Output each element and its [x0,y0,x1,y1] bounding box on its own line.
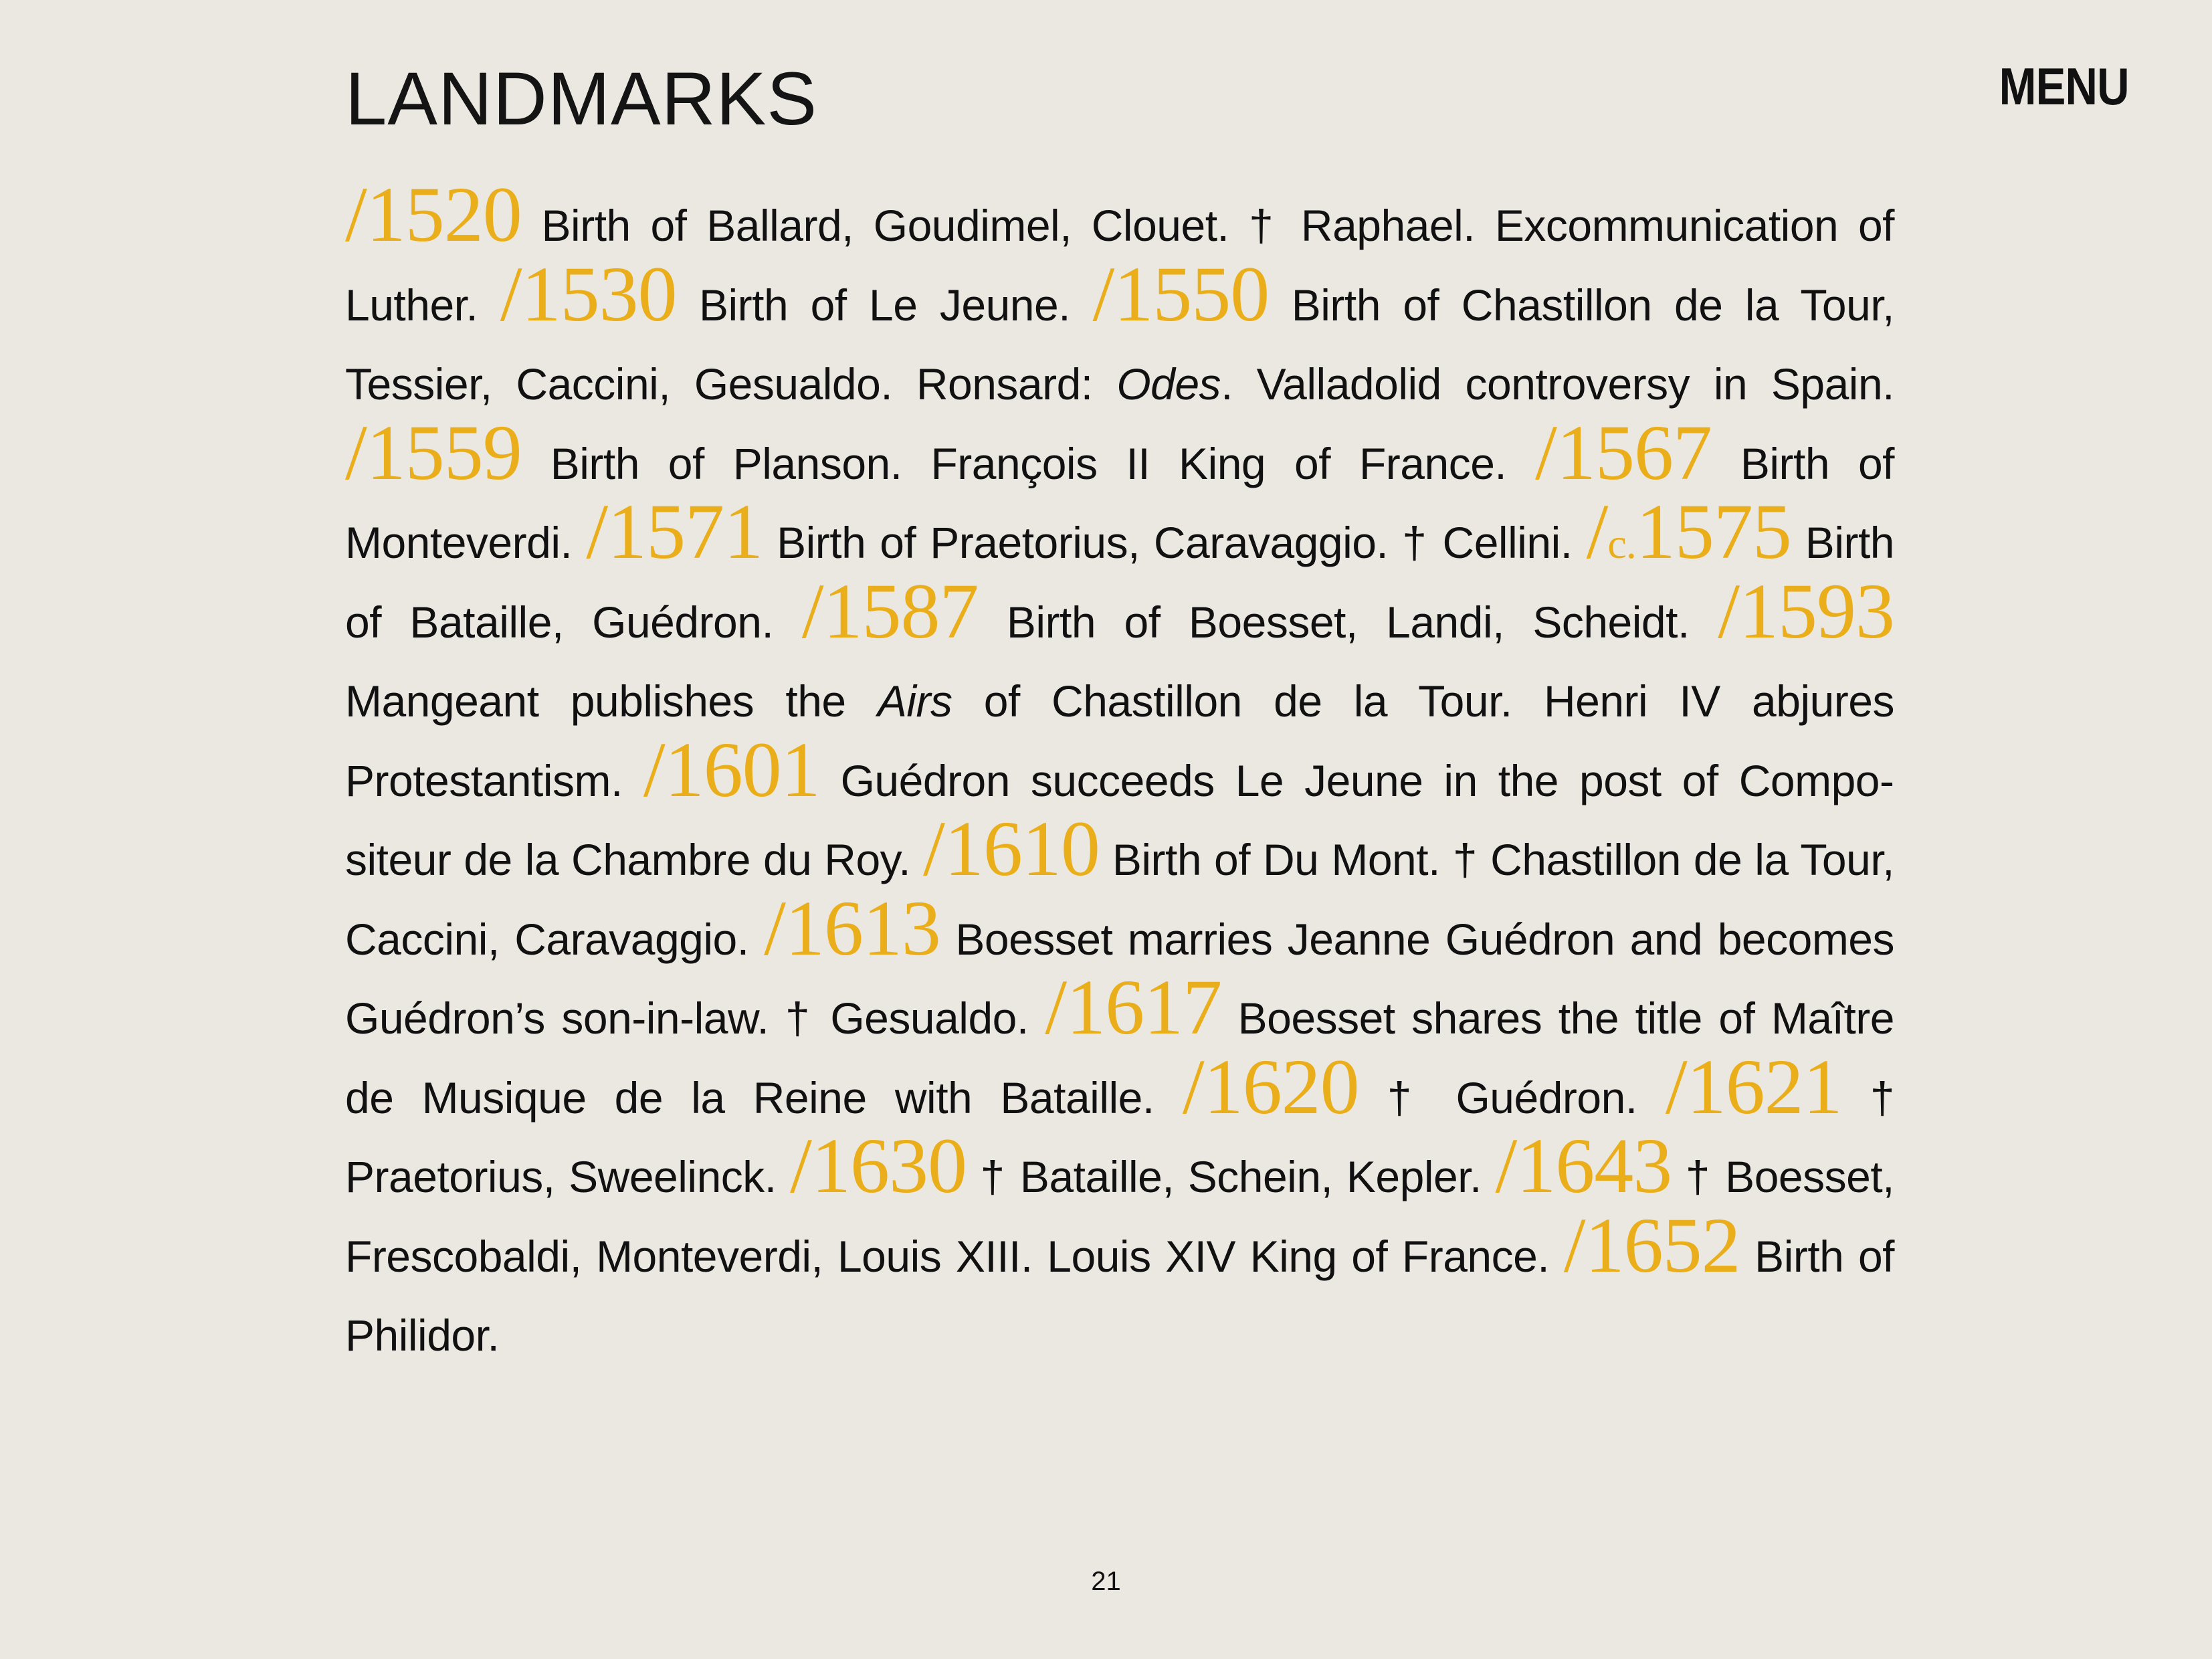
slash-mark: / [1586,488,1608,575]
timeline-entry [500,250,1093,338]
year-number: 1613 [785,884,940,972]
year-marker [1587,488,1791,575]
slash-mark: / [1535,408,1556,496]
entry-text [550,439,1507,488]
entry-text-main: † Bataille, Schein, Kepler. [980,1152,1482,1201]
entry-text-main: Guédron succeeds Le Jeune in the post of Compositeur de la Chambre du Roy. [345,755,1894,884]
entry-text-main: Birth of Praetorius, Caravaggio. † Cellini. [777,518,1573,567]
entry-text-main: Boesset marries Jeanne Guédron and becomes Guédron’s son-in-law. † Gesualdo. [345,914,1895,1043]
year-number: 1617 [1066,963,1222,1051]
page-title: LANDMARKS [345,57,818,140]
year-number: 1601 [664,725,820,813]
year-number: 1520 [366,171,522,258]
year-marker [586,488,763,575]
slash-mark: / [1495,1122,1517,1209]
year-number: 1610 [944,805,1100,892]
entry-text-main: Birth of Chastillon de la Tour, Tessier, Caccini, Gesualdo. Ronsard: [345,280,1895,409]
entry-text-main: Birth of Monteverdi. [345,438,1894,567]
entry-text [699,280,1070,330]
slash-mark: / [764,884,785,972]
entry-text-main: Birth of Planson. François II King of France. [550,438,1507,488]
entry-text [1007,597,1690,647]
year-number: 1593 [1739,567,1894,655]
timeline-entry [1182,1042,1666,1131]
slash-mark: / [1718,567,1739,655]
slash-mark: / [1092,250,1114,338]
circa-label: c. [1607,520,1636,567]
entry-text-tail: of Chastillon de la Tour. Henri IV abjures Protestantism. [345,676,1894,805]
year-number: 1630 [811,1122,967,1209]
year-number: 1550 [1114,250,1270,338]
year-number: 1652 [1585,1201,1740,1289]
year-number: 1575 [1635,488,1791,575]
entry-text-main: Boesset shares the title of Maître de Musique de la Reine with Bataille. [345,993,1894,1123]
year-number: 1620 [1203,1042,1359,1131]
entry-text [777,518,1573,567]
slash-mark: / [790,1122,811,1209]
year-marker [345,409,522,496]
year-marker [764,884,940,972]
year-number: 1559 [366,408,522,496]
entry-text-main: † Guédron. [1387,1072,1637,1123]
year-number: 1571 [607,488,763,575]
year-marker [1495,1122,1672,1209]
year-marker [802,567,979,655]
entry-text-italic: Odes [1116,359,1221,409]
slash-mark: / [345,171,367,258]
entry-text-main: Birth of Du Mont. † Chastillon de la Tour, Caccini, Caravaggio. [345,835,1895,964]
slash-mark: / [1665,1042,1687,1131]
timeline-entry [801,567,1718,655]
entry-text [1387,1073,1637,1123]
year-marker [790,1122,967,1209]
year-marker [500,250,677,338]
timeline-entry [790,1122,1495,1209]
entry-text-tail: . Valladolid controversy in Spain. [1221,359,1894,409]
slash-mark: / [500,250,522,338]
year-marker [345,171,522,258]
slash-mark: / [801,567,823,655]
slash-mark: / [1182,1042,1204,1131]
entry-text-main: † Praetorius, Sweelinck. [345,1072,1894,1201]
year-number: 1567 [1556,408,1712,496]
timeline-entry [345,408,1535,496]
year-marker [643,726,820,813]
entry-text-main: Birth of Bataille, Guédron. [345,518,1895,647]
year-number: 1587 [823,567,979,655]
slash-mark: / [345,408,367,496]
year-marker [1183,1043,1359,1131]
year-marker [1718,567,1894,655]
year-marker [1092,250,1269,338]
entry-text-main: Birth of Le Jeune. [698,280,1071,330]
year-marker [1666,1043,1842,1131]
slash-mark: / [923,805,944,892]
timeline-entry [586,488,1586,575]
entry-text [981,1152,1482,1201]
year-number: 1621 [1686,1042,1842,1131]
year-marker [1535,409,1712,496]
entry-text-main: † Boesset, Frescobaldi, Monteverdi, Louis XIII. Louis XIV King of France. [345,1152,1894,1281]
slash-mark: / [1045,963,1067,1051]
entry-text-main: Mangeant publishes the [345,676,878,726]
entry-text-main: Birth of Ballard, Goudimel, Clouet. † Raphael. Excommunication of Luther. [345,201,1894,330]
entry-text-main: Birth of Boesset, Landi, Scheidt. [1006,597,1690,647]
slash-mark: / [586,488,608,575]
entry-text-main: Birth of Philidor. [345,1231,1895,1360]
year-marker [1564,1201,1740,1289]
year-number: 1530 [521,250,677,338]
year-marker [923,805,1100,892]
timeline-text [345,171,1895,1375]
year-number: 1643 [1516,1122,1672,1209]
page-number: 21 [1091,1567,1121,1596]
slash-mark: / [1563,1201,1585,1289]
menu-button[interactable]: MENU [1999,57,2129,116]
year-marker [1045,963,1221,1051]
slash-mark: / [643,725,665,813]
entry-text-italic: Airs [877,676,952,726]
